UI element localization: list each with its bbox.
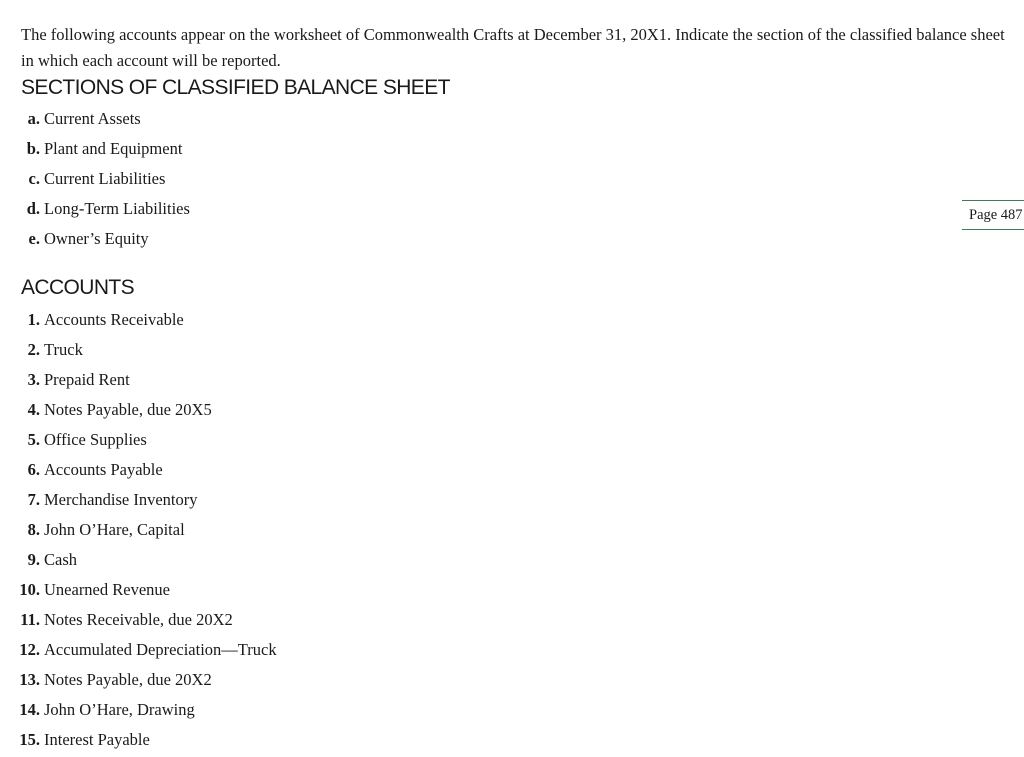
account-item bbox=[0, 638, 277, 662]
account-number: 15. bbox=[19, 730, 40, 749]
account-label: Office Supplies bbox=[44, 430, 147, 449]
account-number: 13. bbox=[19, 670, 40, 689]
account-number: 10. bbox=[19, 580, 40, 599]
account-label: Notes Payable, due 20X2 bbox=[44, 670, 212, 689]
section-marker: d. bbox=[26, 199, 40, 218]
account-number: 3. bbox=[27, 370, 40, 389]
account-number: 1. bbox=[27, 310, 40, 329]
account-label: Accumulated Depreciation—Truck bbox=[44, 640, 277, 659]
account-number: 14. bbox=[19, 700, 40, 719]
account-item bbox=[0, 608, 233, 632]
account-label: Notes Receivable, due 20X2 bbox=[44, 610, 233, 629]
account-label: Accounts Payable bbox=[44, 460, 163, 479]
account-item bbox=[0, 488, 198, 512]
account-item bbox=[0, 668, 212, 692]
section-label: Plant and Equipment bbox=[44, 139, 183, 158]
section-marker: b. bbox=[26, 139, 40, 158]
account-item bbox=[0, 458, 163, 482]
account-item bbox=[0, 548, 77, 572]
account-number: 5. bbox=[27, 430, 40, 449]
account-label: John O’Hare, Drawing bbox=[44, 700, 195, 719]
account-label: John O’Hare, Capital bbox=[44, 520, 185, 539]
account-item bbox=[0, 518, 185, 542]
section-marker: a. bbox=[27, 109, 40, 128]
account-item bbox=[0, 308, 184, 332]
account-number: 2. bbox=[27, 340, 40, 359]
account-number: 12. bbox=[19, 640, 40, 659]
account-item bbox=[0, 338, 83, 362]
account-number: 7. bbox=[27, 490, 40, 509]
section-item-e bbox=[0, 227, 149, 251]
account-number: 11. bbox=[20, 610, 40, 629]
account-item bbox=[0, 368, 130, 392]
section-item-d bbox=[0, 197, 190, 221]
account-number: 8. bbox=[27, 520, 40, 539]
section-item-c bbox=[0, 167, 165, 191]
account-item bbox=[0, 398, 212, 422]
account-label: Notes Payable, due 20X5 bbox=[44, 400, 212, 419]
sections-heading: SECTIONS OF CLASSIFIED BALANCE SHEET bbox=[21, 76, 450, 99]
section-label: Current Liabilities bbox=[44, 169, 166, 188]
account-label: Interest Payable bbox=[44, 730, 150, 749]
account-label: Unearned Revenue bbox=[44, 580, 170, 599]
intro-paragraph: The following accounts appear on the worksheet of Commonwealth Crafts at December 31, 20X1. Indicate the section of the classified balance sheet in which each account will be reported. bbox=[21, 24, 1005, 70]
account-label: Prepaid Rent bbox=[44, 370, 130, 389]
account-number: 4. bbox=[27, 400, 40, 419]
account-label: Truck bbox=[44, 340, 83, 359]
section-label: Current Assets bbox=[44, 109, 141, 128]
account-number: 6. bbox=[27, 460, 40, 479]
section-item-b bbox=[0, 137, 182, 161]
account-item bbox=[0, 428, 147, 452]
account-label: Cash bbox=[44, 550, 77, 569]
account-item bbox=[0, 698, 195, 722]
section-item-a bbox=[0, 107, 141, 131]
account-item bbox=[0, 578, 170, 602]
section-marker: c. bbox=[28, 169, 40, 188]
account-label: Merchandise Inventory bbox=[44, 490, 198, 509]
section-marker: e. bbox=[28, 229, 40, 248]
account-item bbox=[0, 728, 150, 752]
page-number-marker: Page 487 bbox=[962, 200, 1024, 230]
account-label: Accounts Receivable bbox=[44, 310, 184, 329]
accounts-heading: ACCOUNTS bbox=[21, 276, 135, 299]
section-label: Long-Term Liabilities bbox=[44, 199, 190, 218]
account-number: 9. bbox=[27, 550, 40, 569]
section-label: Owner’s Equity bbox=[44, 229, 149, 248]
